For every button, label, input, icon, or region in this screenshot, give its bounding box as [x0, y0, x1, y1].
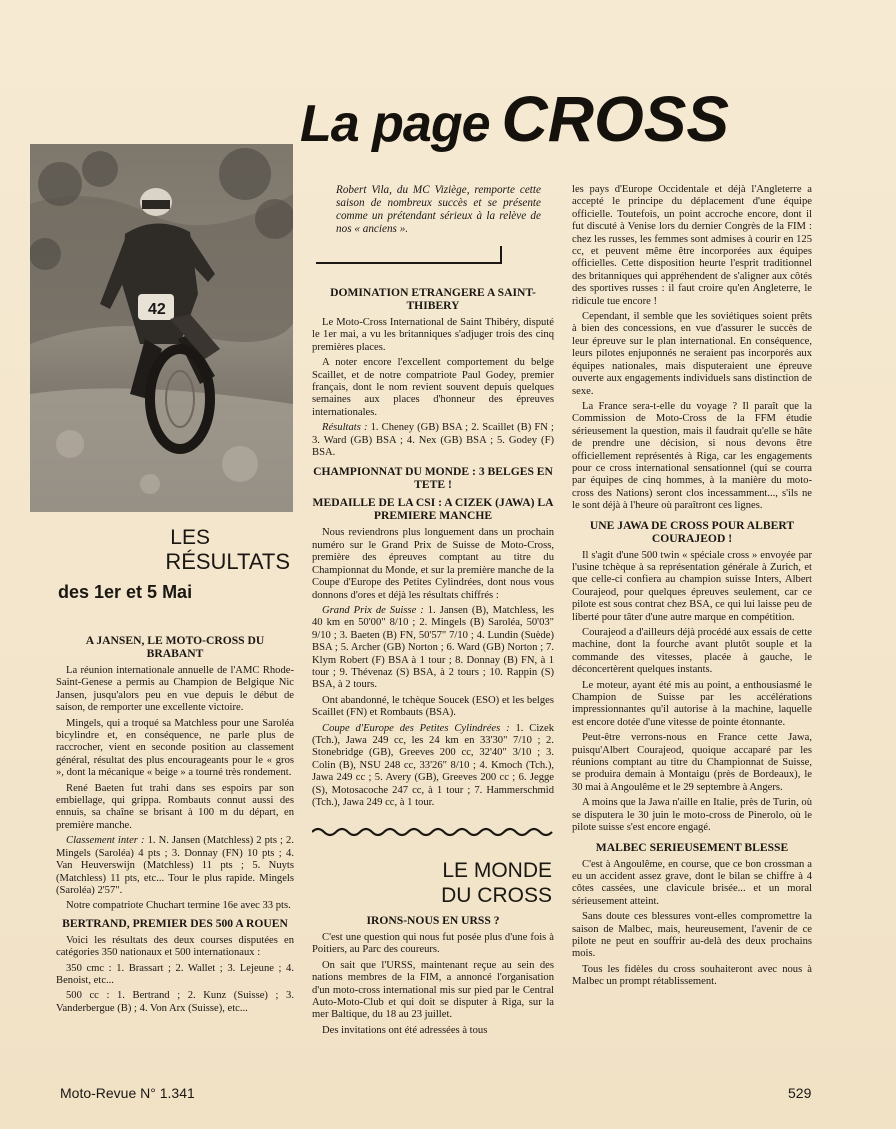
jansen-p5: Notre compatriote Chuchart termine 16e avec 33 pts. [66, 900, 291, 912]
monde-line2: DU CROSS [441, 884, 552, 907]
suisse-coupe [312, 723, 554, 810]
urss-heading: IRONS-NOUS EN URSS ? [366, 914, 500, 927]
resultats-line2: RÉSULTATS [165, 549, 290, 574]
title-part1: La page [300, 95, 490, 153]
suisse-gp [312, 605, 554, 692]
right-column [572, 184, 812, 992]
jawa-p4: Peut-être verrons-nous en France cette Jawa, puisqu'Albert Courajeod, quoique accaparé par les réunions comptant au titre du Championnat de Suisse, se produira demain à Montaigu (près de Bordeaux), le 30 mai à Angoulême et le 29 septembre à Angers. [572, 732, 812, 793]
monde-line1: LE MONDE [442, 859, 552, 882]
domination-p1: Le Moto-Cross International de Saint Thibéry, disputé le 1er mai, a vu les britanniques s'adjuger trois des cinq premières places. [312, 317, 554, 353]
page-title [300, 82, 820, 154]
resultats-heading [40, 526, 290, 604]
rider-photo [30, 144, 293, 512]
jansen-classement [56, 835, 294, 897]
intro-text: Robert Vila, du MC Viziège, remporte cette saison de nombreux succès et se présente comme un prétendant sérieux à la relève de nos « anciens ». [336, 184, 541, 235]
jawa-p2: Courajeod a d'ailleurs déjà procédé aux essais de cette machine, dont la fourche avant plutôt souple et la commande des vitesses, placée à gauche, le déconcertèrent quelques instants. [572, 627, 812, 676]
urss-cont-p3: La France sera-t-elle du voyage ? Il paraît que la Commission de Moto-Cross de la FFM étudie sérieusement la question, mais il faudrait qu'elle se hâte de prendre une décision, si nous devons être officiellement représentés à Riga, car les engagements pour ce cross international sensationnel (qui se courra par équipes de cinq hommes, à la manière du moto-cross des Nations) seront clos incessamment..., s'ils ne le sont déjà à l'heure où paraîtront ces lignes. [572, 400, 812, 512]
wave-divider [312, 826, 556, 838]
urss-p3: Des invitations ont été adressées à tous [322, 1024, 488, 1036]
footer-page-number: 529 [788, 1085, 812, 1101]
monde-heading [312, 858, 552, 908]
domination-heading: DOMINATION ETRANGERE A SAINT-THIBERY [330, 286, 536, 312]
middle-column [312, 280, 554, 812]
jansen-heading: A JANSEN, LE MOTO-CROSS DU BRABANT [85, 634, 265, 660]
classement-label: Classement inter : [66, 835, 145, 847]
jawa-p5: A moins que la Jawa n'aille en Italie, près de Turin, où se disputera le 30 juin le moto-cross de Pinerolo, où le pilote suisse s'est encore engagé. [572, 797, 812, 834]
urss-cont-p2: Cependant, il semble que les soviétiques soient prêts à bien des concessions, en vue d'assurer le succès de leur épreuve sur le plan international. En conséquence, leurs pilotes enjuponnés ne seraient pas incorporés aux équipes nationales, mais disputeraient une épreuve ouverte aux engagements individuels sans distinction de sexe. [572, 311, 812, 397]
resultats-label: Résultats : [322, 422, 368, 434]
jansen-p2: Mingels, qui a troqué sa Matchless pour une Saroléa bicylindre et, en conséquence, ne parle plus de raccrocher, vient en seconde position au classement général, résultat des plus encourageants pour le « gros », dont la mécanique « beige » a tourné très rondement. [56, 717, 294, 779]
urss-cont-p1: les pays d'Europe Occidentale et déjà l'Angleterre a accepté le principe du déplacement d'une équipe officielle. Toutefois, un point accroche encore, dont il fut discuté à Venise lors du dernier Congrès de la FIM : chez les russes, les femmes sont admises à courir en 125 cc, et peuvent même être incorporées aux équipes officielles. Cette disposition heurte l'esprit traditionnel des britanniques qui appréhendent de s'aligner aux côtés des sportives russes : il faut croire qu'en Angleterre, le ridicule tue encore ! [572, 184, 812, 307]
suisse-p1: Nous reviendrons plus longuement dans un prochain numéro sur le Grand Prix de Suisse de Moto-Cross, première des épreuves comptant au titre du Championnat du Monde, et sur la première manche de la Coupe d'Europe des Petites Cylindrées, dont nous vous donnons d'ores et déjà les résultats chiffrés : [312, 527, 554, 601]
malbec-p2: Sans doute ces blessures vont-elles compromettre la saison de Malbec, mais, heureusement, l'avenir de ce pilote ne peut en souffrir au-delà des deux prochains mois. [572, 911, 812, 960]
classement-text: 1. N. Jansen (Matchless) 2 pts ; 2. Mingels (Saroléa) 4 pts ; 3. Donnay (FN) 10 pts ; 4. Van Heuverswijn (Matchless) 11 pts ; 5. Nuyts (Matchless) 11 pts, etc... Tour le plus rapide. Mingels (Saroléa) 2'57". [56, 835, 294, 896]
jawa-p3: Le moteur, ayant été mis au point, a enthousiasmé le Champion de Suisse par les accélérations impressionnantes qu'il autorise à la machine, laquelle est encore dotée d'une vitesse de pointe étonnante. [572, 679, 812, 728]
malbec-p3: Tous les fidèles du cross souhaiteront avec nous à Malbec un prompt rétablissement. [572, 963, 812, 988]
coupe-label: Coupe d'Europe des Petites Cylindrées : [322, 722, 510, 734]
intro-rule-vertical [500, 246, 502, 264]
middle-column-lower [312, 908, 554, 1040]
domination-resultats [312, 422, 554, 459]
left-column [56, 628, 294, 1018]
domination-p2: A noter encore l'excellent comportement du belge Scaillet, et de notre compatriote Paul Godey, premier français, dont le nom revient souvent depuis quelques semaines aux places d'honneur des épreuves internationales. [312, 357, 554, 418]
urss-p2: On sait que l'URSS, maintenant reçue au sein des nations membres de la FIM, a annoncé l'organisation d'un moto-cross international mis sur pied par le Central Auto-Moto-Club et qui doit se disputer à Riga, sur la mer Baltique, du 18 au 23 juillet. [312, 959, 554, 1021]
bertrand-p3: 500 cc : 1. Bertrand ; 2. Kunz (Suisse) ; 3. Vanderbergue (B) ; 4. Von Arx (Suisse), etc... [56, 990, 294, 1014]
malbec-heading: MALBEC SERIEUSEMENT BLESSE [595, 840, 789, 854]
medaille-heading: MEDAILLE DE LA CSI : A CIZEK (JAWA) LA PREMIERE MANCHE [312, 496, 554, 523]
intro-caption [336, 184, 541, 239]
gp-label: Grand Prix de Suisse : [322, 604, 424, 616]
suisse-abandon: Ont abandonné, le tchèque Soucek (ESO) et les belges Scaillet (FN) et Rombauts (BSA). [312, 694, 554, 719]
resultats-text: 1. Cheney (GB) BSA ; 2. Scaillet (B) FN ; 3. Ward (GB) BSA ; 4. Nex (GB) BSA ; 5. Godey (F) BSA. [312, 422, 554, 459]
jawa-p1: Il s'agit d'une 500 twin « spéciale cross » envoyée par l'usine tchèque à sa représentation générale à Zurich, et que celle-ci confiera au champion suisse Inters, Albert Courajeod, pour quelques épreuves seulement, car ce pilote est sous contrat chez BSA, ce qui lui laisse peu de liberté pour tâter d'une autre marque en compétition. [572, 549, 812, 623]
bertrand-heading: BERTRAND, PREMIER DES 500 A ROUEN [62, 916, 288, 930]
intro-rule-horizontal [316, 262, 502, 264]
coupe-text: 1. Cizek (Tch.), Jawa 249 cc, les 24 km en 33'30" 7/10 ; 2. Stonebridge (GB), Greeves 200 cc, 32'40" 3/10 ; 3. Colin (B), NSU 248 cc, 33'26" 8/10 ; 4. Kmoch (Tch.), Jawa 249 cc ; 5. Avery (GB), Greeves 200 cc ; 6. Jegge (S), Motosacoche 247 cc, à 1 tour ; 7. Hammerschmid (Tch.), Jawa 249 cc, à 1 tour. [312, 722, 554, 808]
footer-issue: Moto-Revue N° 1.341 [60, 1085, 195, 1101]
jansen-p3: René Baeten fut trahi dans ses espoirs par son embiellage, qui grippa. Rombauts connut aussi des ennuis, sa chaîne se brisant à 100 m du départ, en première manche. [56, 782, 294, 831]
urss-p1: C'est une question qui nous fut posée plus d'une fois à Poitiers, au Parc des coureurs. [312, 932, 554, 956]
malbec-p1: C'est à Angoulême, en course, que ce bon crossman a eu un accident assez grave, dont le bilan se chiffre à 4 côtes cassées, une clavicule brisée... et un moral sérieusement atteint. [572, 858, 812, 907]
bertrand-p2: 350 cmc : 1. Brassart ; 2. Wallet ; 3. Lejeune ; 4. Benoist, etc... [56, 962, 294, 986]
resultats-line1: LES [170, 526, 210, 549]
championnat-heading: CHAMPIONNAT DU MONDE : 3 BELGES EN TETE ! [313, 465, 553, 492]
number-plate: 42 [148, 301, 166, 318]
title-part2: CROSS [501, 83, 730, 155]
resultats-line3: des 1er et 5 Mai [58, 582, 193, 602]
jawa-heading: UNE JAWA DE CROSS POUR ALBERT COURAJEOD ! [589, 518, 795, 545]
bertrand-p1: Voici les résultats des deux courses disputées en catégories 350 nationaux et 500 internationaux : [56, 934, 294, 959]
rider-photo-image [30, 144, 293, 512]
jansen-p1: La réunion internationale annuelle de l'AMC Rhode-Saint-Genese a permis au Champion de Belgique Nic Jansen, jusqu'alors peu en vue depuis le début de saison, de remporter une excellente victoire. [56, 665, 294, 714]
gp-text: 1. Jansen (B), Matchless, les 40 km en 50'00" 8/10 ; 2. Mingels (B) Saroléa, 50'03" 9/10 ; 3. Baeten (B) FN, 50'57" 7/10 ; 4. Lundin (Suède) BSA ; 5. Archer (GB) Norton ; 6. Ward (GB) Norton ; 7. Klym Robert (F) BSA à 1 tour ; 8. Donnay (B) FN, à 1 tour ; 9. Thévenaz (S) BSA, à 2 tours ; 10. Rappin (S) BSA, à 2 tours. [312, 604, 554, 691]
